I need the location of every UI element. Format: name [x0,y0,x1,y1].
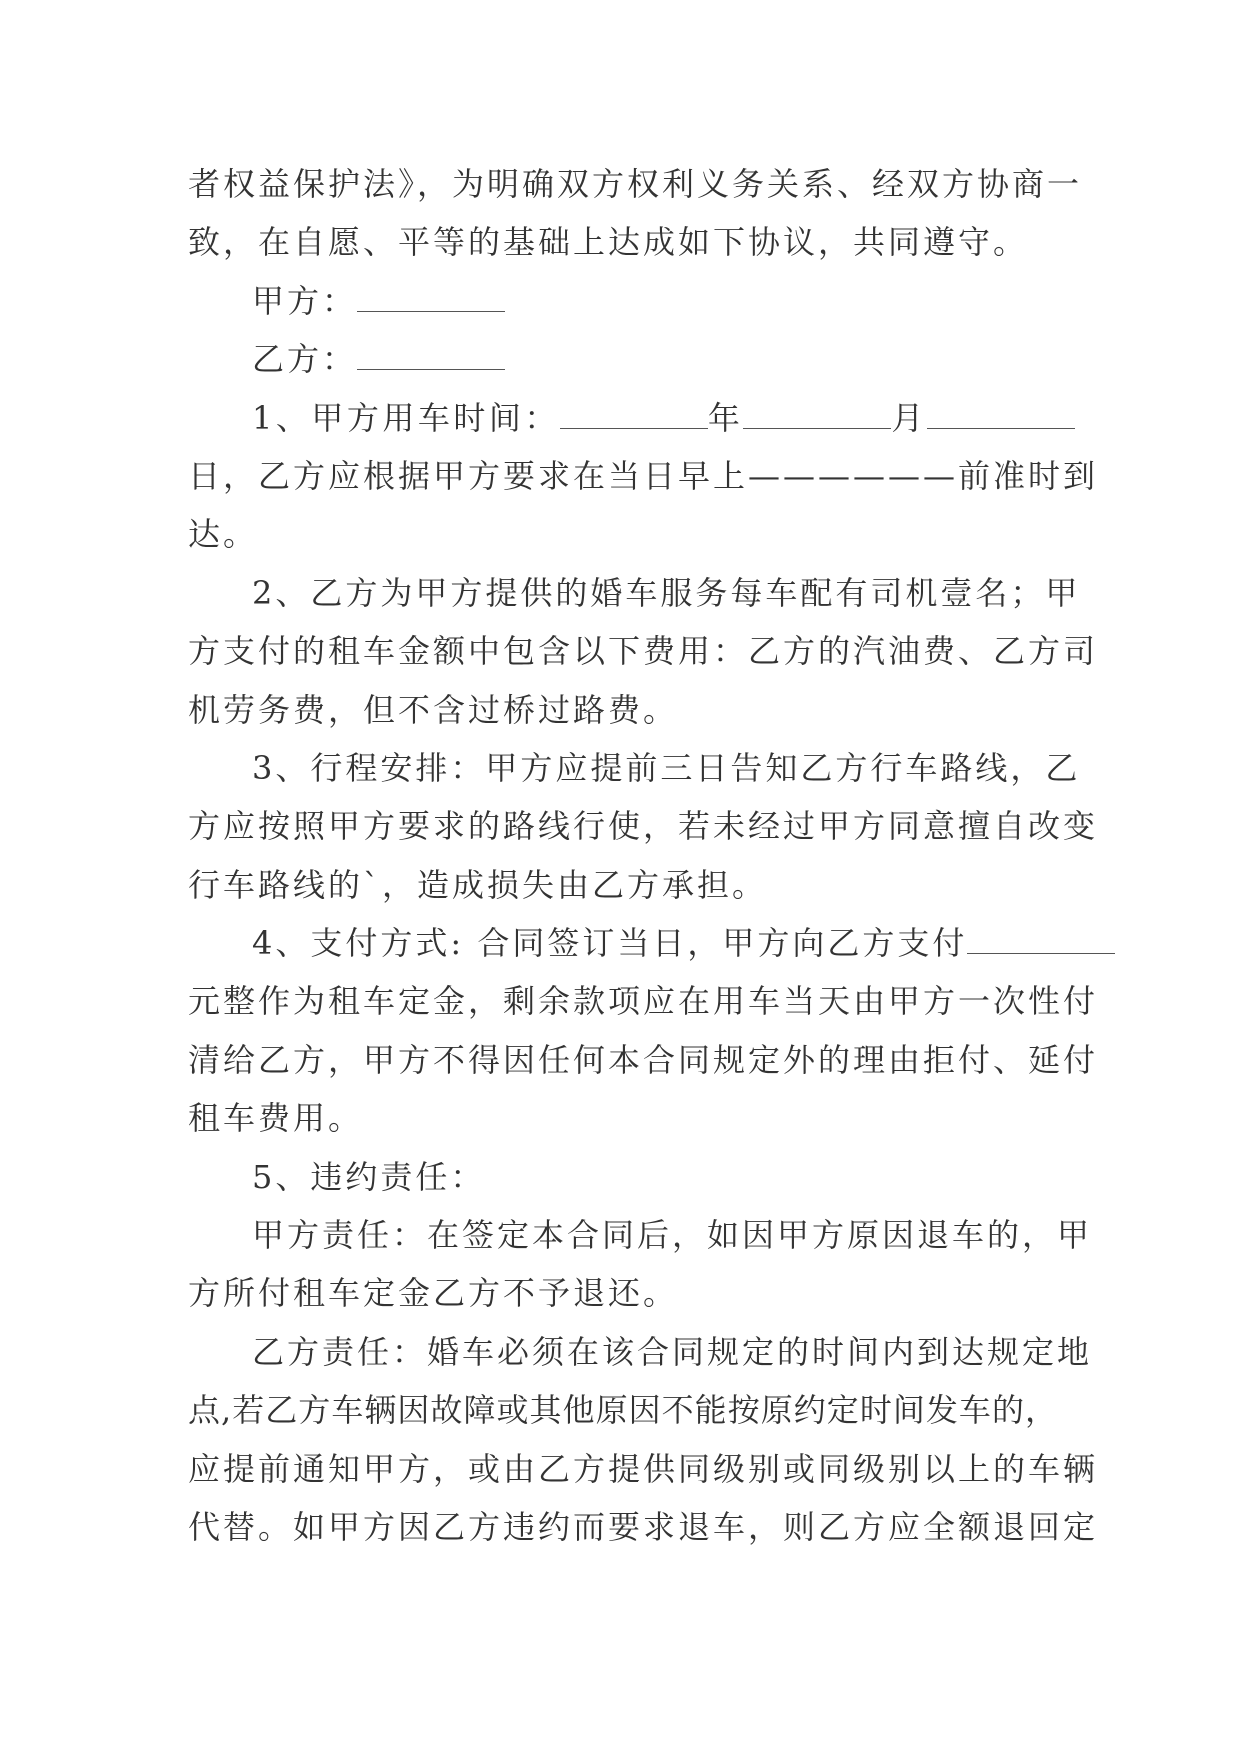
clause-4-label: 4、支付方式: 合同签订当日，甲方向乙方支付 [252,924,968,963]
month-blank [743,402,891,429]
text-line: 日，乙方应根据甲方要求在当日早上——————前准时到 [188,456,1099,495]
text-line: 甲方责任：在签定本合同后，如因甲方原因退车的，甲 [252,1216,1093,1255]
text-line: 方支付的租车金额中包含以下费用：乙方的汽油费、乙方司 [188,632,1099,671]
month-label: 月 [891,398,927,437]
party-b-label: 乙方： [252,340,358,379]
text-line: 点,若乙方车辆因故障或其他原因不能按原约定时间发车的， [188,1391,1058,1430]
text-line: 元整作为租车定金，剩余款项应在用车当天由甲方一次性付 [188,982,1099,1021]
text-line: 方应按照甲方要求的路线行使，若未经过甲方同意擅自改变 [188,807,1099,846]
text-line: 3、行程安排：甲方应提前三日告知乙方行车路线，乙 [252,748,1081,787]
text-line: 乙方责任：婚车必须在该合同规定的时间内到达规定地 [252,1332,1093,1371]
party-b-line [188,330,1058,388]
text-line: 租车费用。 [188,1099,364,1138]
year-blank [560,402,708,429]
text-line: 2、乙方为甲方提供的婚车服务每车配有司机壹名；甲 [252,573,1081,612]
contract-body [188,155,1099,1556]
text-line: 达。 [188,515,259,554]
text-line: 方所付租车定金乙方不予退还。 [188,1274,679,1313]
text-line: 行车路线的`，造成损失由乙方承担。 [188,865,768,904]
text-line: 机劳务费，但不含过桥过路费。 [188,690,679,729]
party-b-blank [357,343,505,370]
clause-4-line [188,914,1058,972]
clause-5-heading: 5、违约责任： [252,1157,486,1196]
party-a-label: 甲方： [252,281,358,320]
party-a-blank [357,285,505,312]
clause-1-label: 1、甲方用车时间： [252,398,560,437]
text-line: 致，在自愿、平等的基础上达成如下协议，共同遵守。 [188,223,1029,262]
text-line: 代替。如甲方因乙方违约而要求退车，则乙方应全额退回定 [188,1507,1099,1546]
deposit-blank [967,927,1115,954]
party-a-line [188,272,1058,330]
text-line: 应提前通知甲方，或由乙方提供同级别或同级别以上的车辆 [188,1449,1099,1488]
text-line: 者权益保护法》，为明确双方权利义务关系、经双方协商一 [188,165,1083,203]
text-line: 清给乙方，甲方不得因任何本合同规定外的理由拒付、延付 [188,1040,1099,1079]
clause-1-line [188,389,1058,447]
year-label: 年 [707,398,744,437]
day-blank [927,402,1075,429]
